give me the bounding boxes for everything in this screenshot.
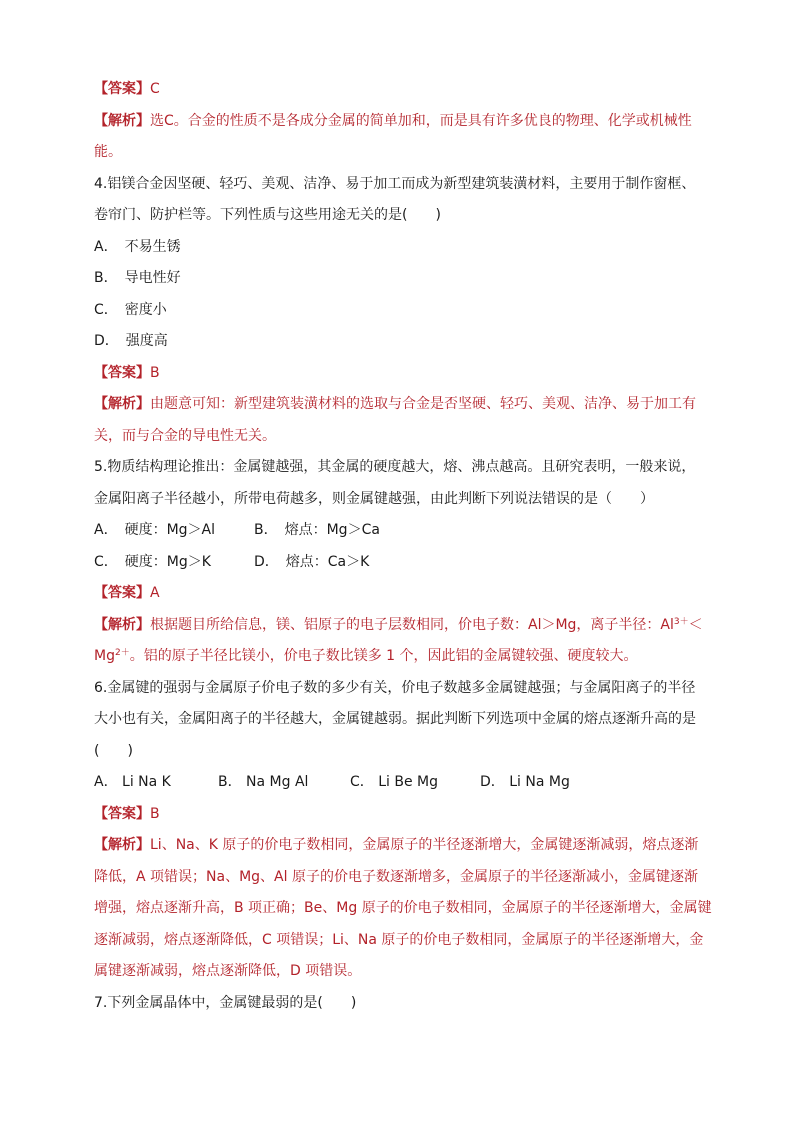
explanation-tag: 【解析】	[94, 616, 150, 633]
answer-value: B	[150, 364, 160, 381]
answer-5	[94, 578, 702, 610]
question-4-option-c: C． 密度小	[94, 301, 167, 318]
answer-value: C	[150, 81, 160, 97]
explanation-6-line-4: 逐渐减弱，熔点逐渐降低，C 项错误；Li、Na 原子的价电子数相同，金属原子的半径逐渐增大，金	[94, 931, 704, 948]
explanation-tag: 【解析】	[94, 112, 150, 129]
question-5-option-a: A． 硬度：Mg＞Al	[94, 522, 216, 538]
explanation-3-line-2: 能。	[94, 144, 122, 160]
question-5-option-b: B． 熔点：Mg＞Ca	[254, 522, 380, 538]
explanation-tag: 【解析】	[94, 837, 150, 853]
question-6-line-2: 大小也有关，金属阳离子的半径越大，金属键越弱。据此判断下列选项中金属的熔点逐渐升高的是	[94, 711, 696, 727]
question-4-line-1: 4.铝镁合金因坚硬、轻巧、美观、洁净、易于加工而成为新型建筑装潢材料，主要用于制作窗框、	[94, 175, 696, 192]
explanation-5-line-2: $Mg^{2+}$。铝的原子半径比镁小，价电子数比镁多 1 个，因此铝的金属键较强、硬度较大。	[94, 648, 638, 664]
answer-value: B	[150, 805, 160, 822]
question-6-option-a: A． Li Na K	[94, 774, 171, 790]
answer-tag: 【答案】	[94, 805, 150, 822]
explanation-4-line-2: 关，而与合金的导电性无关。	[94, 427, 276, 444]
question-4-option-b: B． 导电性好	[94, 270, 181, 286]
question-5-line-2: 金属阳离子半径越小，所带电荷越多，则金属键越强，由此判断下列说法错误的是（ ）	[94, 490, 654, 507]
document-page	[94, 74, 712, 1019]
explanation-4-line-1: 【解析】由题意可知：新型建筑装潢材料的选取与合金是否坚硬、轻巧、美观、洁净、易于加工有	[94, 396, 696, 412]
question-5-options-cd	[94, 547, 702, 579]
question-5-option-c: C． 硬度：Mg＞K	[94, 553, 211, 570]
explanation-6-line-3: 增强，熔点逐渐升高，B 项正确；Be、Mg 原子的价电子数相同，金属原子的半径逐渐增大，金属键	[94, 900, 712, 916]
question-5-line-1: 5.物质结构理论推出：金属键越强，其金属的硬度越大，熔、沸点越高。且研究表明，一般来说，	[94, 459, 696, 475]
question-5-options-ab	[94, 515, 702, 547]
explanation-6-line-2: 降低，A 项错误；Na、Mg、Al 原子的价电子数逐渐增多，金属原子的半径逐渐减小，金属键逐渐	[94, 868, 698, 885]
question-4-line-2: 卷帘门、防护栏等。下列性质与这些用途无关的是( )	[94, 207, 441, 223]
question-6-options	[94, 767, 702, 799]
question-6-option-c: C． Li Be Mg	[350, 774, 438, 790]
answer-tag: 【答案】	[94, 81, 150, 97]
answer-4	[94, 358, 702, 390]
answer-6	[94, 799, 702, 831]
question-4-option-a: A． 不易生锈	[94, 238, 181, 255]
question-6-option-b: B． Na Mg Al	[218, 774, 309, 790]
question-6-option-d: D． Li Na Mg	[480, 774, 570, 790]
explanation-6-line-5: 属键逐渐减弱，熔点逐渐降低，D 项错误。	[94, 963, 362, 979]
answer-tag: 【答案】	[94, 364, 150, 381]
explanation-3-line-1: 【解析】选C。合金的性质不是各成分金属的简单加和，而是具有许多优良的物理、化学或机械性	[94, 112, 692, 129]
question-4-option-d: D． 强度高	[94, 333, 168, 349]
explanation-6-line-1: 【解析】Li、Na、K 原子的价电子数相同，金属原子的半径逐渐增大，金属键逐渐减弱，熔点逐渐	[94, 837, 699, 853]
question-7-line-1: 7.下列金属晶体中，金属键最弱的是( )	[94, 994, 357, 1011]
answer-3	[94, 74, 702, 106]
question-6-line-1: 6.金属键的强弱与金属原子价电子数的多少有关，价电子数越多金属键越强；与金属阳离子的半径	[94, 679, 696, 696]
explanation-tag: 【解析】	[94, 396, 150, 412]
answer-value: A	[150, 585, 160, 601]
answer-tag: 【答案】	[94, 585, 150, 601]
question-5-option-d: D． 熔点：Ca＞K	[254, 553, 370, 570]
explanation-5-line-1: 【解析】根据题目所给信息，镁、铝原子的电子层数相同，价电子数：Al＞Mg，离子半径：$Al^{3+}<$	[94, 616, 703, 633]
question-6-line-3: ( )	[94, 742, 133, 759]
